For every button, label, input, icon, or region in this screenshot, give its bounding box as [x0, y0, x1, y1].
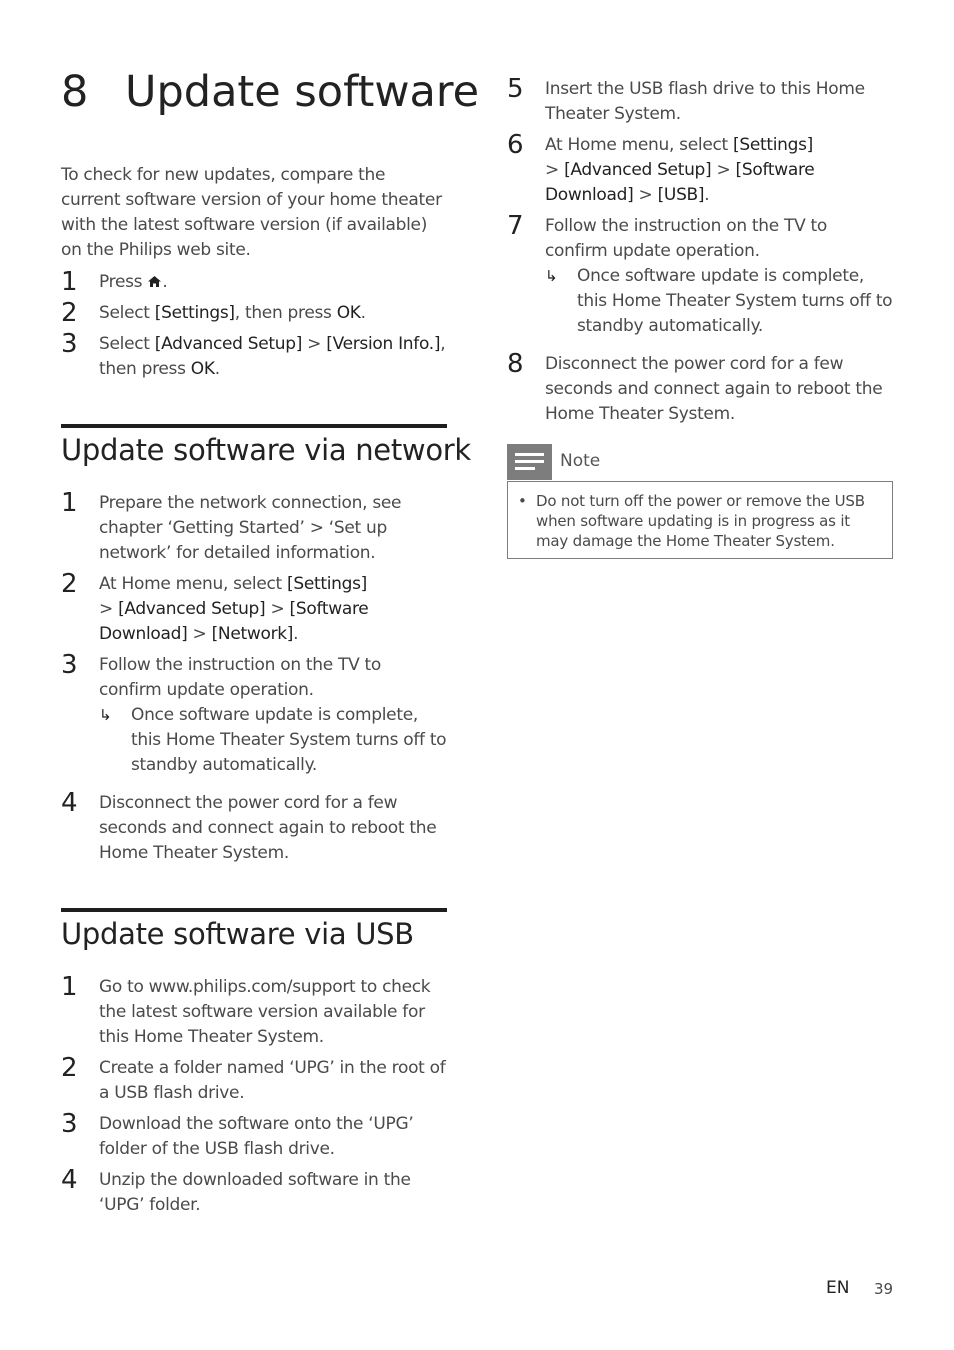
menu-settings: [Settings]	[733, 135, 813, 155]
step-text: .	[293, 624, 299, 644]
usb-step-6	[507, 130, 893, 208]
network-step-3	[61, 650, 447, 778]
step-number: 8	[507, 349, 524, 379]
footer-page-number: 39	[874, 1280, 894, 1298]
step-number: 2	[61, 569, 78, 599]
step-number: 3	[61, 1109, 78, 1139]
step-number: 3	[61, 650, 78, 680]
intro-step-2	[61, 298, 447, 328]
chapter-title-text: Update software	[125, 67, 480, 117]
step-text: .	[214, 359, 220, 379]
menu-settings: [Settings]	[154, 303, 235, 323]
step-text: >	[545, 160, 565, 180]
step-number: 1	[61, 267, 78, 297]
step-number: 4	[61, 788, 78, 818]
step-result	[545, 264, 893, 339]
network-steps	[61, 488, 447, 866]
note-box	[507, 481, 893, 559]
step-text: Create a folder named ‘UPG’ in the root of a USB flash drive.	[99, 1058, 446, 1103]
step-text: , then press	[234, 303, 337, 323]
step-text: Disconnect the power cord for a few seconds and connect again to reboot the Home Theater System.	[99, 793, 437, 863]
usb-step-4	[61, 1165, 447, 1218]
menu-advanced-setup: [Advanced Setup]	[154, 334, 303, 354]
usb-step-8	[507, 349, 893, 427]
menu-usb: [USB]	[657, 185, 705, 205]
section-rule-network	[61, 424, 447, 428]
note-label: Note	[560, 451, 601, 471]
result-arrow-icon: ↳	[545, 267, 558, 285]
step-number: 3	[61, 329, 78, 359]
step-text: Follow the instruction on the TV to confirm update operation.	[545, 216, 827, 261]
section-rule-usb	[61, 908, 447, 912]
footer-language: EN	[826, 1278, 850, 1298]
step-number: 1	[61, 488, 78, 518]
step-text: >	[711, 160, 736, 180]
note-header	[507, 444, 893, 480]
step-text: Download the software onto the ‘UPG’ folder of the USB flash drive.	[99, 1114, 414, 1159]
step-text: >	[633, 185, 658, 205]
usb-step-2	[61, 1053, 447, 1106]
step-number: 6	[507, 130, 524, 160]
menu-network: [Network]	[211, 624, 294, 644]
step-text: , then press	[99, 334, 446, 379]
step-text: .	[360, 303, 366, 323]
result-text: Once software update is complete, this Home Theater System turns off to standby automatically.	[577, 266, 893, 336]
menu-settings: [Settings]	[287, 574, 367, 594]
step-text: .	[162, 272, 168, 292]
step-text: At Home menu, select	[545, 135, 733, 155]
note-text: Do not turn off the power or remove the USB when software updating is in progress as it may damage the Home Theater System.	[536, 492, 865, 550]
step-text: Go to www.philips.com/support to check the latest software version available for this Home Theater System.	[99, 977, 431, 1047]
chapter-title	[61, 62, 479, 122]
chapter-number: 8	[61, 67, 89, 117]
step-text: >	[265, 599, 290, 619]
menu-advanced-setup: [Advanced Setup]	[564, 160, 712, 180]
step-text: At Home menu, select	[99, 574, 287, 594]
note-icon	[507, 444, 552, 480]
menu-advanced-setup: [Advanced Setup]	[118, 599, 266, 619]
usb-steps-left	[61, 972, 447, 1218]
key-ok: OK	[190, 359, 215, 379]
step-text: Select	[99, 334, 155, 354]
network-step-2	[61, 569, 447, 647]
menu-version-info: [Version Info.]	[326, 334, 441, 354]
home-icon	[147, 272, 162, 292]
intro-step-3	[61, 329, 447, 382]
network-step-1	[61, 488, 447, 566]
step-text: Follow the instruction on the TV to confirm update operation.	[99, 655, 381, 700]
step-number: 5	[507, 74, 524, 104]
step-text: Unzip the downloaded software in the ‘UPG’ folder.	[99, 1170, 411, 1215]
step-text: Disconnect the power cord for a few seconds and connect again to reboot the Home Theater System.	[545, 354, 883, 424]
key-ok: OK	[336, 303, 361, 323]
result-arrow-icon: ↳	[99, 706, 112, 724]
section-heading-network: Update software via network	[61, 433, 471, 467]
network-step-4	[61, 788, 447, 866]
intro-step-1	[61, 267, 447, 297]
usb-step-1	[61, 972, 447, 1050]
step-text: >	[302, 334, 327, 354]
step-number: 4	[61, 1165, 78, 1195]
step-text: .	[704, 185, 710, 205]
usb-step-3	[61, 1109, 447, 1162]
intro-paragraph: To check for new updates, compare the current software version of your home theater with the latest software version (if available) on the Philips web site.	[61, 165, 442, 260]
step-result	[99, 703, 447, 778]
intro-steps	[61, 267, 447, 382]
usb-step-5	[507, 74, 893, 127]
usb-steps-right	[507, 74, 893, 427]
result-text: Once software update is complete, this Home Theater System turns off to standby automatically.	[131, 705, 447, 775]
usb-step-7	[507, 211, 893, 339]
step-text: Prepare the network connection, see chapter ‘Getting Started’ > ‘Set up network’ for detailed information.	[99, 493, 402, 563]
step-number: 2	[61, 1053, 78, 1083]
menu-software-download: [Software Download]	[545, 160, 815, 205]
menu-software-download: [Software Download]	[99, 599, 369, 644]
step-text: Insert the USB flash drive to this Home Theater System.	[545, 79, 865, 124]
section-heading-usb: Update software via USB	[61, 917, 414, 951]
step-number: 1	[61, 972, 78, 1002]
step-text: Select	[99, 303, 155, 323]
step-text: >	[99, 599, 119, 619]
step-number: 2	[61, 298, 78, 328]
step-text: Press	[99, 272, 148, 292]
step-number: 7	[507, 211, 524, 241]
step-text: >	[187, 624, 212, 644]
bullet-icon: •	[518, 492, 527, 510]
